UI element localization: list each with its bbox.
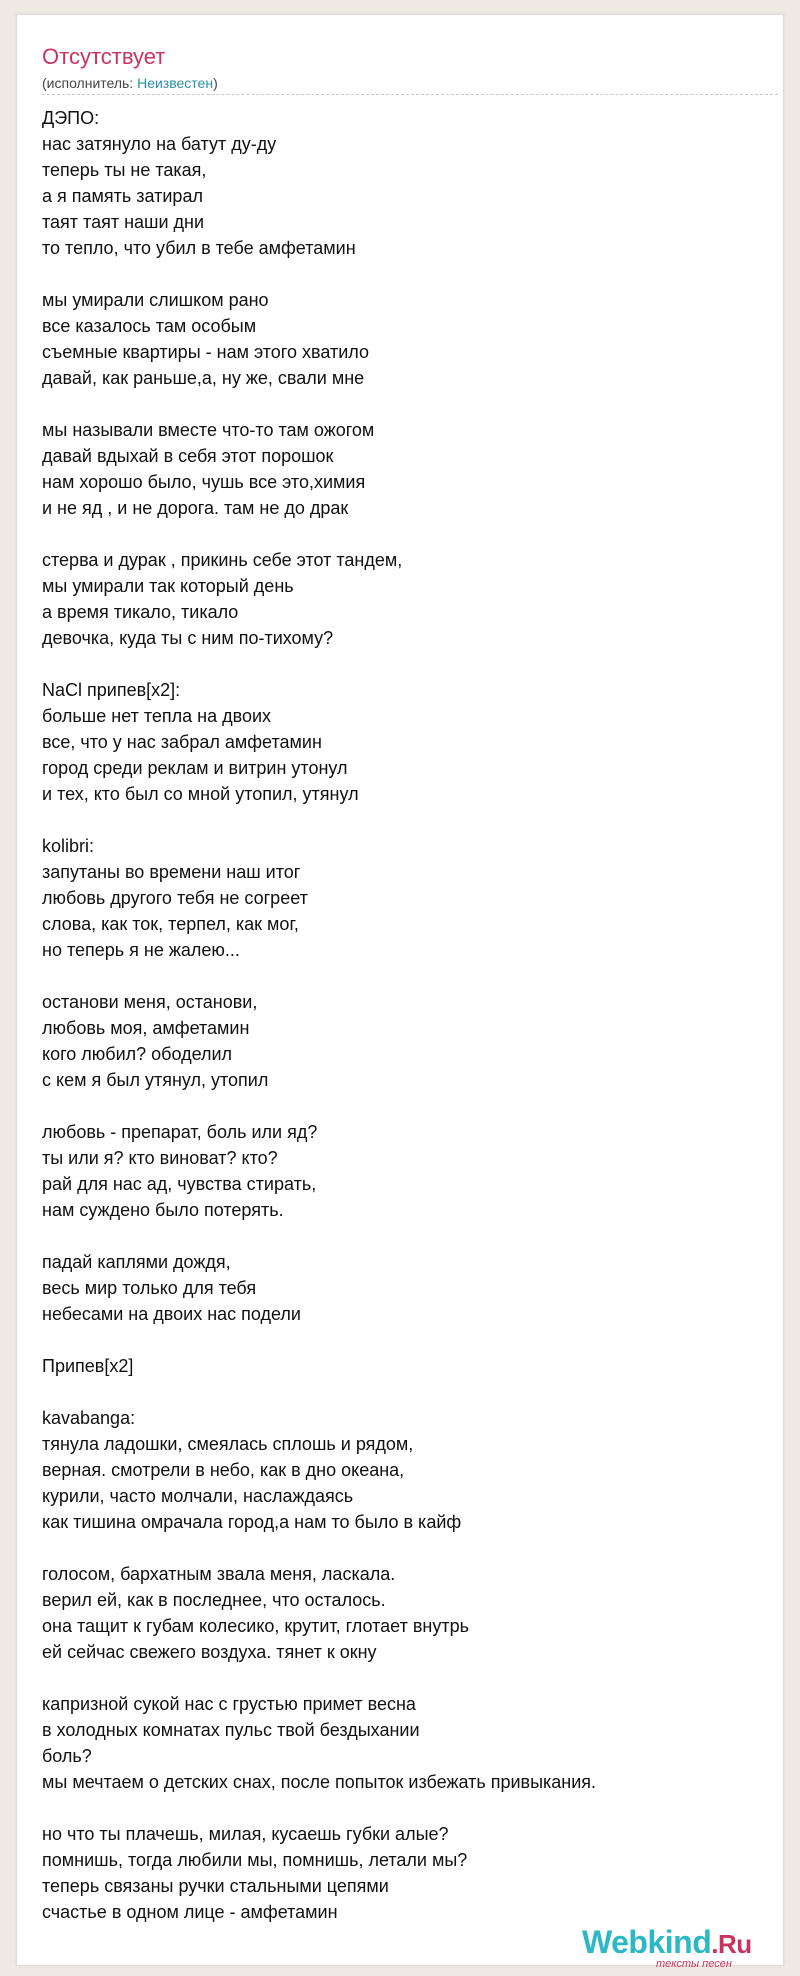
lyric-line: мы умирали так который день — [42, 576, 294, 596]
logo-wordmark — [582, 1924, 752, 1961]
lyric-line: любовь - препарат, боль или яд? — [42, 1122, 318, 1142]
lyric-line: небесами на двоих нас подели — [42, 1304, 301, 1324]
lyric-line: kavabanga: — [42, 1408, 136, 1428]
lyric-line: но теперь я не жалею... — [42, 940, 240, 960]
lyric-line: все, что у нас забрал амфетамин — [42, 732, 322, 752]
lyric-line: тянула ладошки, смеялась сплошь и рядом, — [42, 1434, 414, 1454]
lyrics-page — [16, 14, 784, 1970]
lyric-line: нам хорошо было, чушь все это,химия — [42, 472, 366, 492]
webkind-logo[interactable] — [582, 1924, 782, 1968]
lyric-line: запутаны во времени наш итог — [42, 862, 301, 882]
lyric-line — [42, 1093, 762, 1119]
lyric-line — [42, 807, 762, 833]
lyric-line: боль? — [42, 1746, 92, 1766]
lyric-line: больше нет тепла на двоих — [42, 706, 272, 726]
lyric-line: мы умирали слишком рано — [42, 290, 269, 310]
lyric-line — [42, 651, 762, 677]
lyric-line: съемные квартиры - нам этого хватило — [42, 342, 369, 362]
lyric-line: таят таят наши дни — [42, 212, 205, 232]
lyric-line: в холодных комнатах пульс твой бездыхании — [42, 1720, 420, 1740]
lyric-line: с кем я был утянул, утопил — [42, 1070, 269, 1090]
lyric-line: стерва и дурак , прикинь себе этот тандем, — [42, 550, 403, 570]
lyric-line: и тех, кто был со мной утопил, утянул — [42, 784, 359, 804]
lyric-line — [42, 1795, 762, 1821]
lyric-line: девочка, куда ты с ним по-тихому? — [42, 628, 334, 648]
artist-link[interactable]: Неизвестен — [137, 75, 214, 91]
lyric-line: нам суждено было потерять. — [42, 1200, 284, 1220]
lyric-line — [42, 963, 762, 989]
lyric-line: счастье в одном лице - амфетамин — [42, 1902, 338, 1922]
lyric-line: весь мир только для тебя — [42, 1278, 257, 1298]
header-divider — [42, 94, 778, 95]
lyric-line: падай каплями дождя, — [42, 1252, 231, 1272]
lyric-line: она тащит к губам колесико, крутит, глотает внутрь — [42, 1616, 469, 1636]
lyric-line: ей сейчас свежего воздуха. тянет к окну — [42, 1642, 377, 1662]
lyric-line: kolibri: — [42, 836, 95, 856]
lyric-line: голосом, бархатным звала меня, ласкала. — [42, 1564, 396, 1584]
lyric-line: слова, как ток, терпел, как мог, — [42, 914, 299, 934]
lyric-line: теперь ты не такая, — [42, 160, 207, 180]
lyric-line: давай вдыхай в себя этот порошок — [42, 446, 334, 466]
lyric-line — [42, 1327, 762, 1353]
logo-main-text: Webkind — [582, 1924, 712, 1960]
lyric-line: и не яд , и не дорога. там не до драк — [42, 498, 349, 518]
lyric-line — [42, 261, 762, 287]
artist-prefix: (исполнитель: — [42, 75, 138, 91]
lyric-line: курили, часто молчали, наслаждаясь — [42, 1486, 354, 1506]
lyric-line: нас затянуло на батут ду-ду — [42, 134, 277, 154]
lyric-line: верная. смотрели в небо, как в дно океана, — [42, 1460, 405, 1480]
lyric-line: а время тикало, тикало — [42, 602, 239, 622]
lyric-line: но что ты плачешь, милая, кусаешь губки алые? — [42, 1824, 449, 1844]
lyric-line: любовь другого тебя не согреет — [42, 888, 308, 908]
lyric-line — [42, 1535, 762, 1561]
lyric-line: помнишь, тогда любили мы, помнишь, летали мы? — [42, 1850, 468, 1870]
song-title: Отсутствует — [42, 44, 166, 69]
lyric-line: верил ей, как в последнее, что осталось. — [42, 1590, 386, 1610]
lyric-line — [42, 521, 762, 547]
lyric-line: капризной сукой нас с грустью примет весна — [42, 1694, 416, 1714]
lyric-line: останови меня, останови, — [42, 992, 258, 1012]
logo-tagline: тексты песен — [656, 1958, 732, 1970]
lyric-line: мы называли вместе что-то там ожогом — [42, 420, 375, 440]
lyric-line: то тепло, что убил в тебе амфетамин — [42, 238, 356, 258]
lyric-line: NaCl припев[x2]: — [42, 680, 181, 700]
lyric-line: ДЭПО: — [42, 108, 100, 128]
lyric-line: рай для нас ад, чувства стирать, — [42, 1174, 317, 1194]
lyric-line: город среди реклам и витрин утонул — [42, 758, 348, 778]
lyric-line: кого любил? ободелил — [42, 1044, 233, 1064]
lyrics-text — [42, 105, 762, 1925]
artist-line — [42, 75, 218, 91]
lyric-line: любовь моя, амфетамин — [42, 1018, 250, 1038]
lyric-line: все казалось там особым — [42, 316, 257, 336]
lyric-line — [42, 391, 762, 417]
lyric-line — [42, 1665, 762, 1691]
lyric-line: давай, как раньше,а, ну же, свали мне — [42, 368, 365, 388]
logo-suffix-text: .Ru — [711, 1929, 752, 1959]
lyric-line: как тишина омрачала город,а нам то было в кайф — [42, 1512, 462, 1532]
lyric-line — [42, 1223, 762, 1249]
artist-suffix: ) — [213, 75, 218, 91]
lyric-line: Припев[x2] — [42, 1356, 134, 1376]
lyric-line: теперь связаны ручки стальными цепями — [42, 1876, 389, 1896]
lyric-line: а я память затирал — [42, 186, 203, 206]
lyric-line: мы мечтаем о детских снах, после попыток избежать привыкания. — [42, 1772, 597, 1792]
lyric-line: ты или я? кто виноват? кто? — [42, 1148, 278, 1168]
lyric-line — [42, 1379, 762, 1405]
